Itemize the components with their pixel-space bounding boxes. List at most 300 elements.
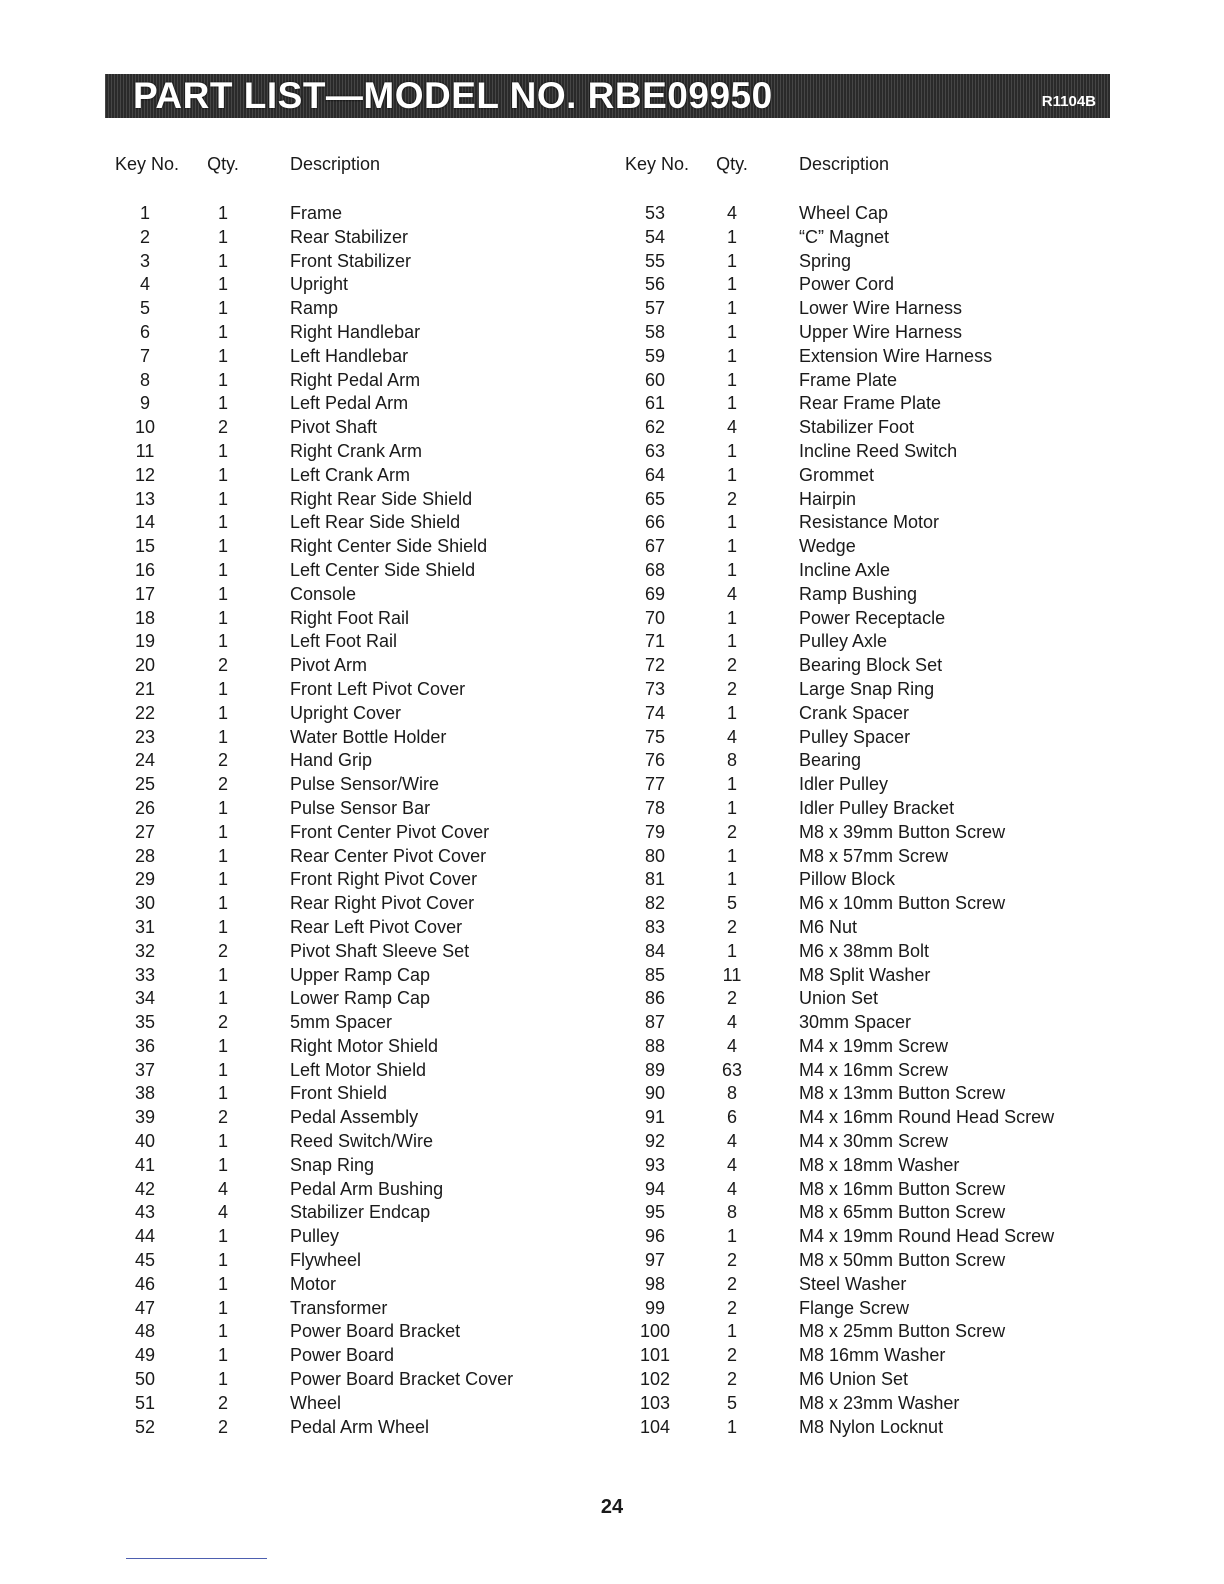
part-key-no: 81 (644, 869, 666, 890)
part-qty: 1 (217, 726, 228, 747)
part-qty: 1 (726, 536, 737, 557)
table-row (0, 821, 1224, 845)
part-qty: 6 (726, 1107, 737, 1128)
part-key-no: 86 (644, 988, 666, 1009)
part-key-no: 36 (134, 1035, 156, 1056)
part-key-no: 59 (644, 345, 666, 366)
part-description: Left Foot Rail (290, 631, 398, 652)
part-key-no: 10 (134, 417, 156, 438)
part-qty: 1 (217, 1321, 228, 1342)
part-key-no: 4 (139, 274, 150, 295)
table-row (0, 345, 1224, 369)
part-qty: 1 (217, 226, 228, 247)
parts-table (0, 202, 1224, 1439)
part-key-no: 98 (644, 1273, 666, 1294)
part-qty: 1 (217, 1369, 228, 1390)
part-qty: 1 (217, 1035, 228, 1056)
part-qty: 2 (217, 1416, 228, 1437)
part-key-no: 95 (644, 1202, 666, 1223)
part-description: Hand Grip (290, 750, 373, 771)
part-qty: 1 (217, 869, 228, 890)
part-description: Pulley Spacer (799, 726, 911, 747)
part-qty: 4 (217, 1202, 228, 1223)
part-description: Flange Screw (799, 1297, 910, 1318)
part-key-no: 75 (644, 726, 666, 747)
part-description: Upright Cover (290, 702, 402, 723)
part-qty: 5 (726, 893, 737, 914)
part-qty: 1 (217, 1059, 228, 1080)
part-description: Water Bottle Holder (290, 726, 447, 747)
part-key-no: 2 (139, 226, 150, 247)
table-row (0, 321, 1224, 345)
part-qty: 4 (726, 203, 737, 223)
part-key-no: 16 (134, 559, 156, 580)
part-qty: 4 (726, 1131, 737, 1152)
table-row (0, 749, 1224, 773)
part-key-no: 74 (644, 702, 666, 723)
table-row (0, 1130, 1224, 1154)
part-description: Rear Left Pivot Cover (290, 916, 463, 937)
part-key-no: 63 (644, 440, 666, 461)
part-qty: 1 (726, 274, 737, 295)
part-key-no: 31 (134, 916, 156, 937)
table-row (0, 702, 1224, 726)
header-qty-right: Qty. (716, 154, 748, 174)
part-key-no: 57 (644, 298, 666, 319)
part-description: Pulse Sensor Bar (290, 797, 431, 818)
part-key-no: 28 (134, 845, 156, 866)
part-description: Pivot Shaft (290, 417, 378, 438)
table-row (0, 1154, 1224, 1178)
part-key-no: 56 (644, 274, 666, 295)
part-description: M8 x 25mm Button Screw (799, 1321, 1006, 1342)
part-qty: 2 (217, 774, 228, 795)
part-description: Rear Stabilizer (290, 226, 409, 247)
part-key-no: 104 (639, 1416, 671, 1437)
part-qty: 1 (217, 964, 228, 985)
part-description: Bearing Block Set (799, 655, 943, 676)
part-description: Frame (290, 203, 343, 223)
part-description: Reed Switch/Wire (290, 1131, 434, 1152)
part-key-no: 71 (644, 631, 666, 652)
part-description: M8 x 13mm Button Screw (799, 1083, 1006, 1104)
part-key-no: 51 (134, 1392, 156, 1413)
part-qty: 1 (726, 631, 737, 652)
part-key-no: 73 (644, 678, 666, 699)
part-qty: 2 (726, 655, 737, 676)
part-qty: 1 (726, 345, 737, 366)
part-description: Large Snap Ring (799, 678, 935, 699)
part-qty: 1 (217, 345, 228, 366)
part-key-no: 76 (644, 750, 666, 771)
part-qty: 1 (217, 321, 228, 342)
part-qty: 1 (217, 559, 228, 580)
part-key-no: 33 (134, 964, 156, 985)
part-description: M4 x 16mm Screw (799, 1059, 949, 1080)
part-description: Pulley Axle (799, 631, 888, 652)
part-qty: 8 (726, 1083, 737, 1104)
part-description: Ramp (290, 298, 339, 319)
part-key-no: 91 (644, 1107, 666, 1128)
part-key-no: 1 (139, 203, 150, 223)
part-qty: 1 (217, 298, 228, 319)
part-qty: 1 (726, 464, 737, 485)
part-key-no: 96 (644, 1226, 666, 1247)
part-key-no: 69 (644, 583, 666, 604)
part-key-no: 72 (644, 655, 666, 676)
part-description: Console (290, 583, 357, 604)
header-qty-left: Qty. (207, 154, 239, 174)
part-qty: 4 (726, 1178, 737, 1199)
part-description: Power Cord (799, 274, 895, 295)
part-qty: 1 (217, 440, 228, 461)
table-row (0, 583, 1224, 607)
part-key-no: 11 (135, 440, 155, 461)
part-qty: 1 (217, 583, 228, 604)
part-qty: 4 (726, 1035, 737, 1056)
part-description: Rear Right Pivot Cover (290, 893, 475, 914)
part-qty: 2 (726, 1273, 737, 1294)
part-key-no: 18 (134, 607, 156, 628)
part-key-no: 26 (134, 797, 156, 818)
table-row (0, 607, 1224, 631)
part-description: Left Rear Side Shield (290, 512, 461, 533)
part-key-no: 84 (644, 940, 666, 961)
part-description: Incline Reed Switch (799, 440, 958, 461)
part-qty: 4 (726, 1154, 737, 1175)
part-qty: 1 (217, 1345, 228, 1366)
part-qty: 11 (722, 964, 742, 985)
part-key-no: 22 (134, 702, 156, 723)
table-row (0, 1082, 1224, 1106)
part-key-no: 99 (644, 1297, 666, 1318)
part-qty: 1 (217, 797, 228, 818)
part-description: Flywheel (290, 1250, 362, 1271)
part-description: Hairpin (799, 488, 857, 509)
table-row (0, 845, 1224, 869)
part-key-no: 54 (644, 226, 666, 247)
part-description: M6 x 10mm Button Screw (799, 893, 1006, 914)
part-qty: 1 (726, 321, 737, 342)
part-qty: 2 (217, 1012, 228, 1033)
part-description: Incline Axle (799, 559, 891, 580)
part-key-no: 40 (134, 1131, 156, 1152)
table-row (0, 678, 1224, 702)
part-qty: 1 (726, 1321, 737, 1342)
part-description: Right Pedal Arm (290, 369, 421, 390)
part-description: Idler Pulley (799, 774, 889, 795)
table-row (0, 1273, 1224, 1297)
table-row (0, 440, 1224, 464)
part-description: “C” Magnet (799, 226, 890, 247)
part-key-no: 100 (639, 1321, 671, 1342)
header-description-right: Description (799, 154, 890, 174)
part-qty: 2 (726, 678, 737, 699)
part-description: Pivot Arm (290, 655, 368, 676)
part-qty: 1 (726, 250, 737, 271)
table-row (0, 987, 1224, 1011)
part-qty: 1 (726, 869, 737, 890)
part-description: Wheel (290, 1392, 342, 1413)
part-qty: 2 (726, 1297, 737, 1318)
part-qty: 2 (726, 916, 737, 937)
part-description: Right Crank Arm (290, 440, 423, 461)
table-row (0, 559, 1224, 583)
part-description: Left Crank Arm (290, 464, 411, 485)
part-description: M6 Nut (799, 916, 858, 937)
part-qty: 1 (217, 464, 228, 485)
part-description: M8 x 57mm Screw (799, 845, 949, 866)
part-key-no: 47 (134, 1297, 156, 1318)
table-row (0, 464, 1224, 488)
table-row (0, 726, 1224, 750)
part-key-no: 27 (134, 821, 156, 842)
table-row (0, 1368, 1224, 1392)
part-qty: 1 (217, 1273, 228, 1294)
part-description: Front Stabilizer (290, 250, 412, 271)
part-qty: 1 (217, 274, 228, 295)
part-description: Extension Wire Harness (799, 345, 993, 366)
part-qty: 1 (217, 845, 228, 866)
part-qty: 4 (726, 726, 737, 747)
title-banner (105, 74, 1110, 118)
table-row (0, 797, 1224, 821)
part-key-no: 15 (134, 536, 156, 557)
table-row (0, 511, 1224, 535)
part-key-no: 14 (134, 512, 156, 533)
part-key-no: 12 (134, 464, 156, 485)
table-row (0, 773, 1224, 797)
part-description: Pulse Sensor/Wire (290, 774, 440, 795)
part-key-no: 65 (644, 488, 666, 509)
part-qty: 1 (217, 821, 228, 842)
part-description: Front Center Pivot Cover (290, 821, 490, 842)
part-description: Power Receptacle (799, 607, 946, 628)
part-key-no: 53 (644, 203, 666, 223)
table-row (0, 369, 1224, 393)
part-description: Crank Spacer (799, 702, 910, 723)
part-qty: 4 (726, 583, 737, 604)
part-description: Stabilizer Endcap (290, 1202, 431, 1223)
part-description: M8 x 39mm Button Screw (799, 821, 1006, 842)
part-description: M4 x 30mm Screw (799, 1131, 949, 1152)
part-description: Snap Ring (290, 1154, 375, 1175)
part-key-no: 82 (644, 893, 666, 914)
table-row (0, 868, 1224, 892)
part-description: Power Board Bracket Cover (290, 1369, 514, 1390)
part-key-no: 70 (644, 607, 666, 628)
part-description: Pillow Block (799, 869, 896, 890)
part-qty: 5 (726, 1392, 737, 1413)
part-key-no: 44 (134, 1226, 156, 1247)
part-key-no: 83 (644, 916, 666, 937)
part-key-no: 88 (644, 1035, 666, 1056)
part-qty: 2 (217, 1107, 228, 1128)
part-qty: 1 (217, 488, 228, 509)
part-description: M4 x 16mm Round Head Screw (799, 1107, 1055, 1128)
part-description: Grommet (799, 464, 875, 485)
part-description: Left Handlebar (290, 345, 409, 366)
part-qty: 2 (726, 488, 737, 509)
part-qty: 1 (726, 1226, 737, 1247)
part-description: Transformer (290, 1297, 388, 1318)
table-row (0, 250, 1224, 274)
header-key-no-left: Key No. (115, 154, 180, 174)
part-description: Spring (799, 250, 852, 271)
part-description: Wedge (799, 536, 856, 557)
part-key-no: 39 (134, 1107, 156, 1128)
part-qty: 1 (217, 1131, 228, 1152)
part-description: Idler Pulley Bracket (799, 797, 955, 818)
part-description: M4 x 19mm Screw (799, 1035, 949, 1056)
part-description: M8 x 50mm Button Screw (799, 1250, 1006, 1271)
part-description: Union Set (799, 988, 879, 1009)
table-row (0, 1059, 1224, 1083)
header-key-no-right: Key No. (625, 154, 690, 174)
part-qty: 4 (726, 1012, 737, 1033)
part-qty: 1 (726, 440, 737, 461)
part-description: Right Foot Rail (290, 607, 410, 628)
part-key-no: 35 (134, 1012, 156, 1033)
part-description: 5mm Spacer (290, 1012, 393, 1033)
footer-rule (126, 1558, 267, 1559)
table-row (0, 940, 1224, 964)
part-qty: 2 (726, 821, 737, 842)
part-key-no: 46 (134, 1273, 156, 1294)
table-row (0, 226, 1224, 250)
part-description: Power Board (290, 1345, 395, 1366)
header-description-left: Description (290, 154, 381, 174)
part-key-no: 20 (134, 655, 156, 676)
table-row (0, 488, 1224, 512)
part-qty: 1 (726, 845, 737, 866)
part-qty: 2 (726, 1345, 737, 1366)
part-qty: 8 (726, 750, 737, 771)
part-description: Bearing (799, 750, 862, 771)
part-key-no: 61 (644, 393, 666, 414)
part-description: M8 Split Washer (799, 964, 931, 985)
part-key-no: 19 (134, 631, 156, 652)
part-qty: 1 (726, 607, 737, 628)
part-key-no: 60 (644, 369, 666, 390)
part-key-no: 102 (639, 1369, 671, 1390)
table-row (0, 1011, 1224, 1035)
part-qty: 1 (217, 678, 228, 699)
part-key-no: 9 (139, 393, 150, 414)
part-description: Front Shield (290, 1083, 388, 1104)
table-row (0, 892, 1224, 916)
table-row (0, 654, 1224, 678)
part-qty: 2 (217, 1392, 228, 1413)
part-description: Frame Plate (799, 369, 898, 390)
part-key-no: 7 (139, 345, 150, 366)
part-qty: 1 (726, 1416, 737, 1437)
part-qty: 1 (217, 631, 228, 652)
part-qty: 1 (217, 369, 228, 390)
part-qty: 2 (726, 1250, 737, 1271)
part-description: M8 x 23mm Washer (799, 1392, 960, 1413)
part-key-no: 92 (644, 1131, 666, 1152)
part-key-no: 97 (644, 1250, 666, 1271)
part-key-no: 23 (134, 726, 156, 747)
part-key-no: 48 (134, 1321, 156, 1342)
part-key-no: 94 (644, 1178, 666, 1199)
table-row (0, 1106, 1224, 1130)
part-description: Lower Wire Harness (799, 298, 963, 319)
part-key-no: 68 (644, 559, 666, 580)
part-qty: 2 (217, 417, 228, 438)
part-qty: 1 (217, 1297, 228, 1318)
part-key-no: 45 (134, 1250, 156, 1271)
part-qty: 1 (217, 1154, 228, 1175)
part-description: M6 Union Set (799, 1369, 909, 1390)
part-qty: 1 (726, 512, 737, 533)
part-qty: 1 (726, 774, 737, 795)
part-description: Lower Ramp Cap (290, 988, 431, 1009)
part-qty: 2 (726, 1369, 737, 1390)
part-qty: 1 (217, 988, 228, 1009)
part-qty: 1 (726, 559, 737, 580)
part-qty: 1 (726, 393, 737, 414)
part-key-no: 79 (644, 821, 666, 842)
part-key-no: 93 (644, 1154, 666, 1175)
table-row (0, 964, 1224, 988)
part-key-no: 21 (134, 678, 156, 699)
part-description: Resistance Motor (799, 512, 940, 533)
part-key-no: 25 (134, 774, 156, 795)
part-qty: 2 (217, 940, 228, 961)
part-description: Upper Wire Harness (799, 321, 963, 342)
part-description: M4 x 19mm Round Head Screw (799, 1226, 1055, 1247)
part-description: Rear Center Pivot Cover (290, 845, 487, 866)
table-row (0, 916, 1224, 940)
part-key-no: 17 (134, 583, 156, 604)
table-row (0, 273, 1224, 297)
part-qty: 4 (726, 417, 737, 438)
part-description: Stabilizer Foot (799, 417, 915, 438)
part-qty: 1 (217, 607, 228, 628)
part-description: Wheel Cap (799, 203, 889, 223)
part-key-no: 85 (644, 964, 666, 985)
part-key-no: 3 (139, 250, 150, 271)
part-qty: 1 (726, 369, 737, 390)
part-key-no: 87 (644, 1012, 666, 1033)
part-key-no: 67 (644, 536, 666, 557)
part-description: Front Left Pivot Cover (290, 678, 466, 699)
table-row (0, 1249, 1224, 1273)
part-key-no: 103 (639, 1392, 671, 1413)
part-description: Right Rear Side Shield (290, 488, 473, 509)
part-description: M8 Nylon Locknut (799, 1416, 944, 1437)
part-description: M8 x 16mm Button Screw (799, 1178, 1006, 1199)
part-key-no: 32 (134, 940, 156, 961)
part-qty: 2 (726, 988, 737, 1009)
part-key-no: 13 (134, 488, 156, 509)
part-key-no: 30 (134, 893, 156, 914)
part-qty: 1 (217, 512, 228, 533)
part-key-no: 38 (134, 1083, 156, 1104)
part-key-no: 42 (134, 1178, 156, 1199)
part-key-no: 24 (134, 750, 156, 771)
table-row (0, 1201, 1224, 1225)
table-row (0, 1225, 1224, 1249)
part-key-no: 90 (644, 1083, 666, 1104)
part-key-no: 8 (139, 369, 150, 390)
part-description: Pulley (290, 1226, 340, 1247)
part-description: Right Center Side Shield (290, 536, 488, 557)
table-row (0, 1178, 1224, 1202)
part-description: 30mm Spacer (799, 1012, 912, 1033)
